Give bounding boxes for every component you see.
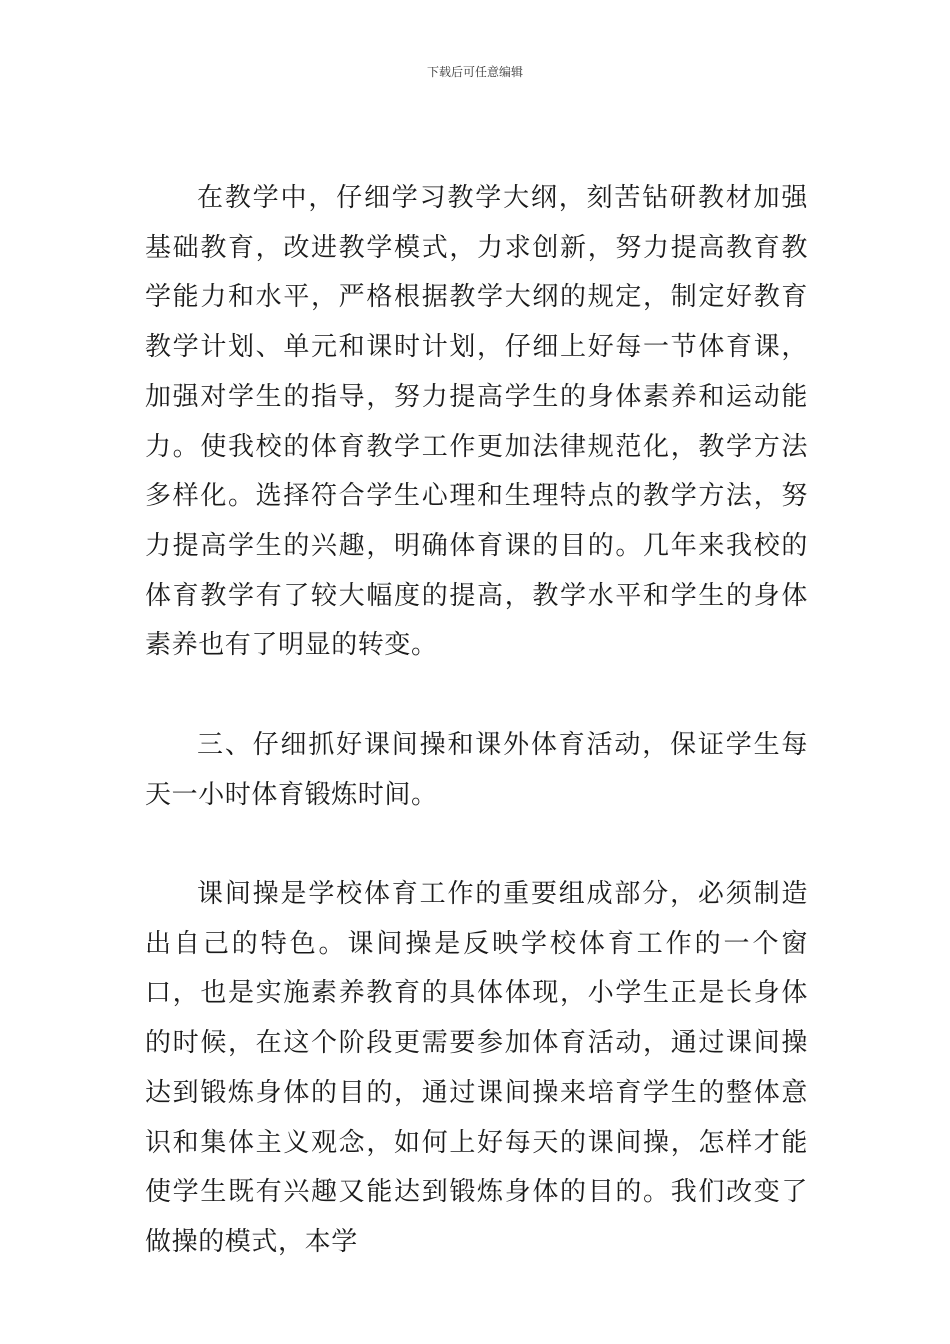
paragraph-block-2 <box>145 721 808 820</box>
section-heading-three: 三、仔细抓好课间操和课外体育活动，保证学生每天一小时体育锻炼时间。 <box>145 730 808 810</box>
paragraph-teaching: 在教学中，仔细学习教学大纲，刻苦钻研教材加强基础教育，改进教学模式，力求创新，努力提高教育教学能力和水平，严格根据教学大纲的规定，制定好教育教学计划、单元和课时计划，仔细上好每一节体育课，加强对学生的指导，努力提高学生的身体素养和运动能力。使我校的体育教学工作更加法律规范化，教学方法多样化。选择符合学生心理和生理特点的教学方法，努力提高学生的兴趣，明确体育课的目的。几年来我校的体育教学有了较大幅度的提高，教学水平和学生的身体素养也有了明显的转变。 <box>145 183 808 661</box>
paragraph-block-1 <box>145 174 808 671</box>
paragraph-block-3 <box>145 870 808 1268</box>
paragraph-exercise: 课间操是学校体育工作的重要组成部分，必须制造出自己的特色。课间操是反映学校体育工作的一个窗口，也是实施素养教育的具体体现，小学生正是长身体的时候，在这个阶段更需要参加体育活动，通过课间操达到锻炼身体的目的，通过课间操来培育学生的整体意识和集体主义观念，如何上好每天的课间操，怎样才能使学生既有兴趣又能达到锻炼身体的目的。我们改变了做操的模式，本学 <box>145 879 808 1257</box>
page-header: 下载后可任意编辑 <box>426 65 523 79</box>
